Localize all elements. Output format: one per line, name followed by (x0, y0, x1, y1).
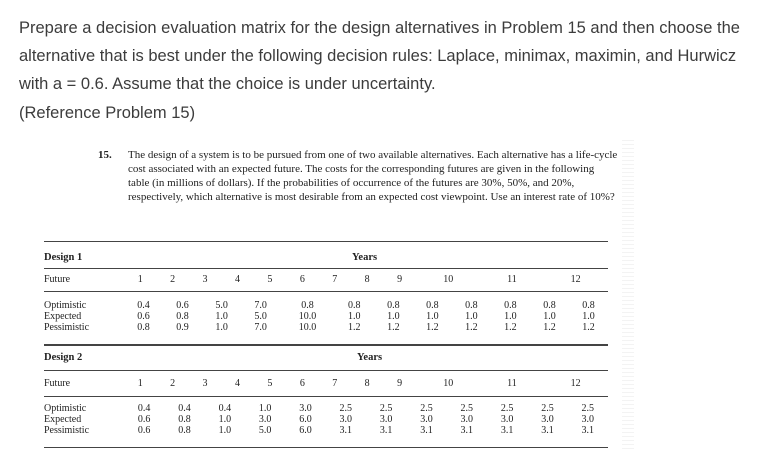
year-cell: 1 (137, 378, 143, 389)
year-cell: 4 (234, 378, 240, 389)
cost-cell: 1.2 (348, 322, 361, 333)
cost-cell: 1.0 (258, 403, 272, 414)
cost-cell: 1.2 (465, 322, 478, 333)
cost-cell: 3.1 (420, 425, 433, 436)
design2-years-label: Years (357, 352, 383, 363)
year-cell: 8 (364, 274, 370, 285)
cost-cell: 3.0 (339, 414, 353, 425)
design1-years-label: Years (352, 252, 378, 263)
scenario-label: Optimistic (44, 300, 87, 311)
design2-title: Design 2 (44, 352, 83, 363)
cost-cell: 2.5 (541, 403, 554, 414)
cost-cell: 6.0 (299, 425, 312, 436)
design2-year-row (44, 378, 608, 389)
cost-cell: 0.6 (137, 311, 150, 322)
cost-cell: 3.0 (379, 414, 393, 425)
design2-mid-rule (44, 396, 608, 397)
cost-cell: 3.1 (339, 425, 353, 436)
cost-cell: 2.5 (500, 403, 514, 414)
design1-top-rule (44, 241, 608, 242)
cost-cell: 1.0 (348, 311, 361, 322)
scenario-label: Optimistic (44, 403, 87, 414)
cost-cell: 0.4 (218, 403, 232, 414)
cost-cell: 7.0 (254, 322, 267, 333)
cost-cell: 1.0 (426, 311, 439, 322)
cost-cell: 5.0 (258, 425, 272, 436)
year-cell: 8 (364, 378, 370, 389)
year-cell: 1 (137, 274, 143, 285)
cost-cell: 1.2 (426, 322, 439, 333)
cost-cell: 0.8 (582, 300, 595, 311)
cost-cell: 1.2 (543, 322, 556, 333)
cost-cell: 0.8 (137, 322, 150, 333)
cost-cell: 0.6 (137, 425, 151, 436)
scenario-label: Pessimistic (44, 425, 90, 436)
cost-cell: 0.8 (543, 300, 556, 311)
year-cell: 3 (202, 378, 208, 389)
table-row (44, 414, 608, 425)
cost-cell: 3.0 (541, 414, 554, 425)
cost-cell: 1.2 (504, 322, 517, 333)
design1-year-row (44, 274, 608, 285)
design1-future-header (44, 274, 608, 285)
scenario-label: Pessimistic (44, 322, 90, 333)
year-cell: 10 (443, 274, 454, 285)
year-cell: 7 (332, 378, 338, 389)
design1-title: Design 1 (44, 252, 83, 263)
year-cell: 11 (507, 274, 517, 285)
problem-body: The design of a system is to be pursued from one of two available alternatives. Each alternative has a life-cycle cost associated with an expected future. The costs for the corresponding futures are given in the following table (in millions of dollars). If the probabilities of occurrence of the futures are 30%, 50%, and 20%, respectively, which alternative is most desirable from an expected cost viewpoint. Use an interest rate of 10%? (128, 149, 618, 203)
cost-cell: 0.8 (504, 300, 517, 311)
design1-mid-rule (44, 291, 608, 292)
year-cell: 3 (202, 274, 208, 285)
cost-cell: 1.0 (504, 311, 517, 322)
cost-cell: 0.4 (137, 300, 150, 311)
cost-cell: 3.1 (581, 425, 595, 436)
cost-cell: 0.6 (137, 414, 151, 425)
cost-cell: 2.5 (379, 403, 393, 414)
scenario-label: Expected (44, 311, 82, 322)
cost-cell: 1.2 (582, 322, 595, 333)
cost-cell: 1.2 (387, 322, 400, 333)
design1-cost-table (44, 300, 608, 333)
cost-cell: 0.9 (176, 322, 189, 333)
design2-cost-table (44, 403, 608, 436)
cost-cell: 1.0 (465, 311, 478, 322)
future-label: Future (44, 274, 71, 285)
table-row (44, 311, 608, 322)
cost-cell: 0.4 (178, 403, 191, 414)
year-cell: 4 (234, 274, 240, 285)
table-row (44, 403, 608, 414)
cost-cell: 1.0 (215, 311, 228, 322)
cost-cell: 3.1 (460, 425, 474, 436)
scan-noise (622, 140, 634, 450)
cost-cell: 0.8 (426, 300, 439, 311)
table-row (44, 322, 608, 333)
cost-cell: 3.1 (379, 425, 393, 436)
year-cell: 12 (570, 378, 581, 389)
table-row (44, 425, 608, 436)
cost-cell: 0.8 (178, 425, 191, 436)
future-label: Future (44, 378, 71, 389)
cost-cell: 0.8 (176, 311, 189, 322)
cost-cell: 3.0 (420, 414, 433, 425)
cost-cell: 2.5 (420, 403, 433, 414)
cost-cell: 3.0 (500, 414, 514, 425)
design2-top-rule (44, 344, 608, 346)
question-text: Prepare a decision evaluation matrix for the design alternatives in Problem 15 and then choose the alternative that is best under the following decision rules: Laplace, minimax, maximin, and Hurwicz with a = 0.6. Assume that the choice is under uncertainty. (19, 19, 740, 93)
table-row (44, 300, 608, 311)
cost-cell: 3.1 (541, 425, 554, 436)
cost-cell: 5.0 (215, 300, 228, 311)
year-cell: 10 (443, 378, 454, 389)
cost-cell: 3.0 (581, 414, 595, 425)
cost-cell: 0.4 (137, 403, 151, 414)
year-cell: 12 (570, 274, 581, 285)
year-cell: 11 (507, 378, 517, 389)
cost-cell: 10.0 (298, 322, 317, 333)
cost-cell: 3.1 (500, 425, 514, 436)
cost-cell: 7.0 (254, 300, 267, 311)
cost-cell: 0.8 (301, 300, 314, 311)
cost-cell: 3.0 (299, 403, 312, 414)
cost-cell: 1.0 (215, 322, 228, 333)
cost-cell: 5.0 (254, 311, 267, 322)
year-cell: 2 (170, 378, 176, 389)
design2-future-header (44, 378, 608, 389)
cost-cell: 3.0 (258, 414, 272, 425)
cost-cell: 0.8 (178, 414, 191, 425)
cost-cell: 1.0 (218, 414, 232, 425)
year-cell: 5 (267, 378, 273, 389)
cost-cell: 1.0 (218, 425, 232, 436)
year-cell: 9 (397, 274, 403, 285)
year-cell: 2 (170, 274, 176, 285)
design2-header-rule (44, 370, 608, 371)
cost-cell: 2.5 (460, 403, 474, 414)
design2-bottom-rule (44, 447, 608, 448)
cost-cell: 0.8 (387, 300, 400, 311)
year-cell: 6 (299, 378, 305, 389)
year-cell: 9 (397, 378, 403, 389)
cost-cell: 2.5 (581, 403, 595, 414)
cost-cell: 3.0 (460, 414, 474, 425)
scenario-label: Expected (44, 414, 82, 425)
cost-cell: 0.8 (348, 300, 361, 311)
cost-cell: 0.8 (465, 300, 478, 311)
year-cell: 6 (299, 274, 305, 285)
cost-cell: 6.0 (299, 414, 312, 425)
problem-number: 15. (98, 149, 112, 161)
problem-statement (98, 148, 618, 204)
year-cell: 7 (332, 274, 338, 285)
cost-cell: 2.5 (339, 403, 353, 414)
cost-cell: 0.6 (176, 300, 189, 311)
reference-note: (Reference Problem 15) (19, 104, 196, 122)
cost-cell: 1.0 (582, 311, 595, 322)
cost-cell: 1.0 (387, 311, 400, 322)
design1-header-rule (44, 268, 608, 269)
year-cell: 5 (267, 274, 273, 285)
cost-cell: 1.0 (543, 311, 556, 322)
cost-cell: 10.0 (298, 311, 317, 322)
